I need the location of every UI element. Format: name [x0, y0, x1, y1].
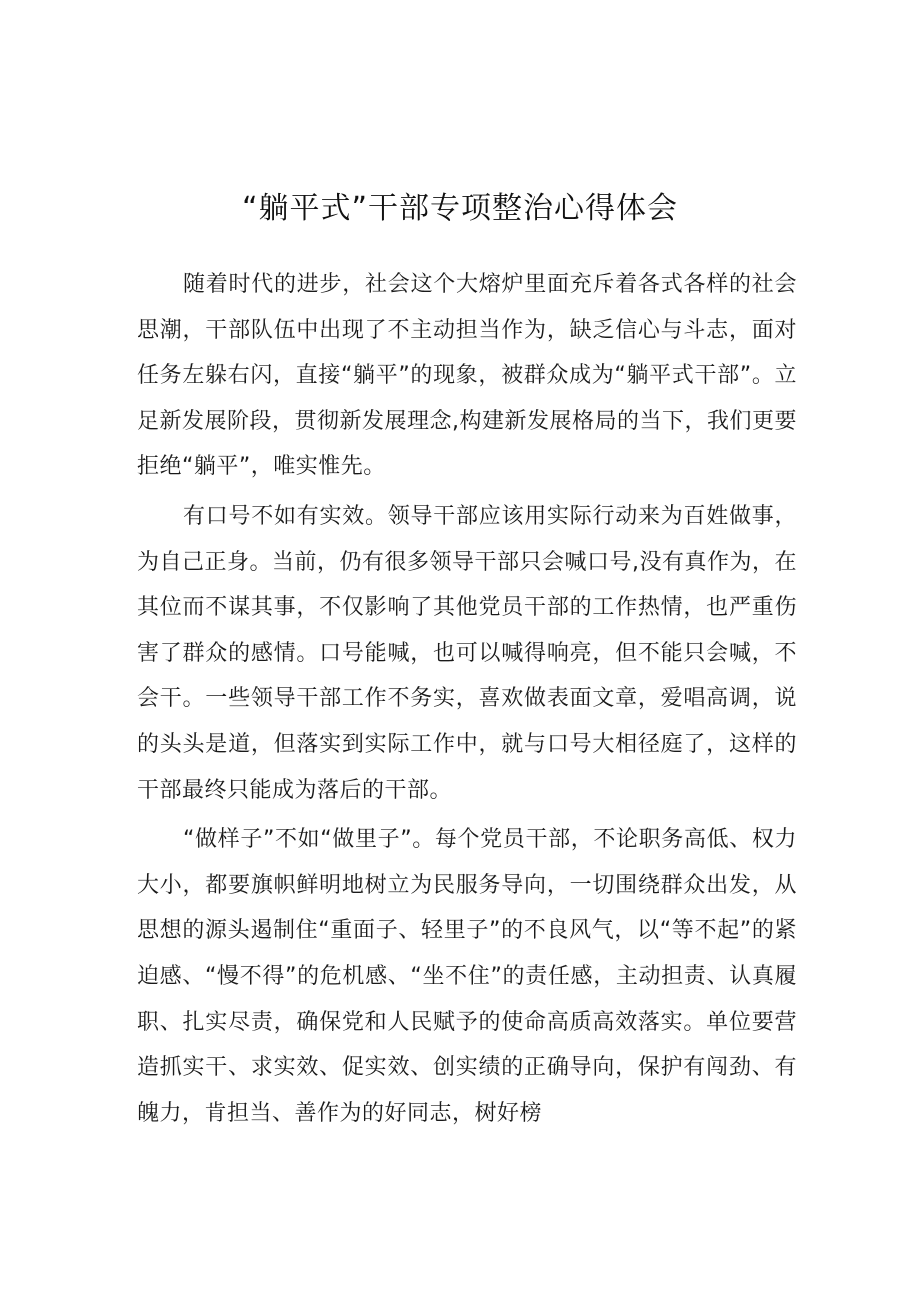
paragraph-2: 有口号不如有实效。领导干部应该用实际行动来为百姓做事，为自己正身。当前，仍有很多领导干部只会喊口号,没有真作为，在其位而不谋其事，不仅影响了其他党员干部的工作热情，也严重伤害了群众的感情。口号能喊，也可以喊得响亮，但不能只会喊，不会干。一些领导干部工作不务实，喜欢做表面文章，爱唱高调，说的头头是道，但落实到实际工作中，就与口号大相径庭了，这样的干部最终只能成为落后的干部。 [137, 503, 797, 803]
paragraph-1: 随着时代的进步，社会这个大熔炉里面充斥着各式各样的社会思潮，干部队伍中出现了不主动担当作为，缺乏信心与斗志，面对任务左躲右闪，直接“躺平”的现象，被群众成为“躺平式干部”。立足新发展阶段，贯彻新发展理念,构建新发展格局的当下，我们更要拒绝“躺平”，唯实惟先。 [137, 272, 797, 480]
paragraph-3: “做样子”不如“做里子”。每个党员干部，不论职务高低、权力大小，都要旗帜鲜明地树立为民服务导向，一切围绕群众出发，从思想的源头遏制住“重面子、轻里子”的不良风气，以“等不起”的紧迫感、“慢不得”的危机感、“坐不住”的责任感，主动担责、认真履职、扎实尽责，确保党和人民赋予的使命高质高效落实。单位要营造抓实干、求实效、促实效、创实绩的正确导向，保护有闯劲、有魄力，肯担当、善作为的好同志，树好榜 [137, 827, 797, 1126]
document-title: “躺平式”干部专项整治心得体会 [241, 191, 679, 227]
document-body [137, 262, 797, 1140]
